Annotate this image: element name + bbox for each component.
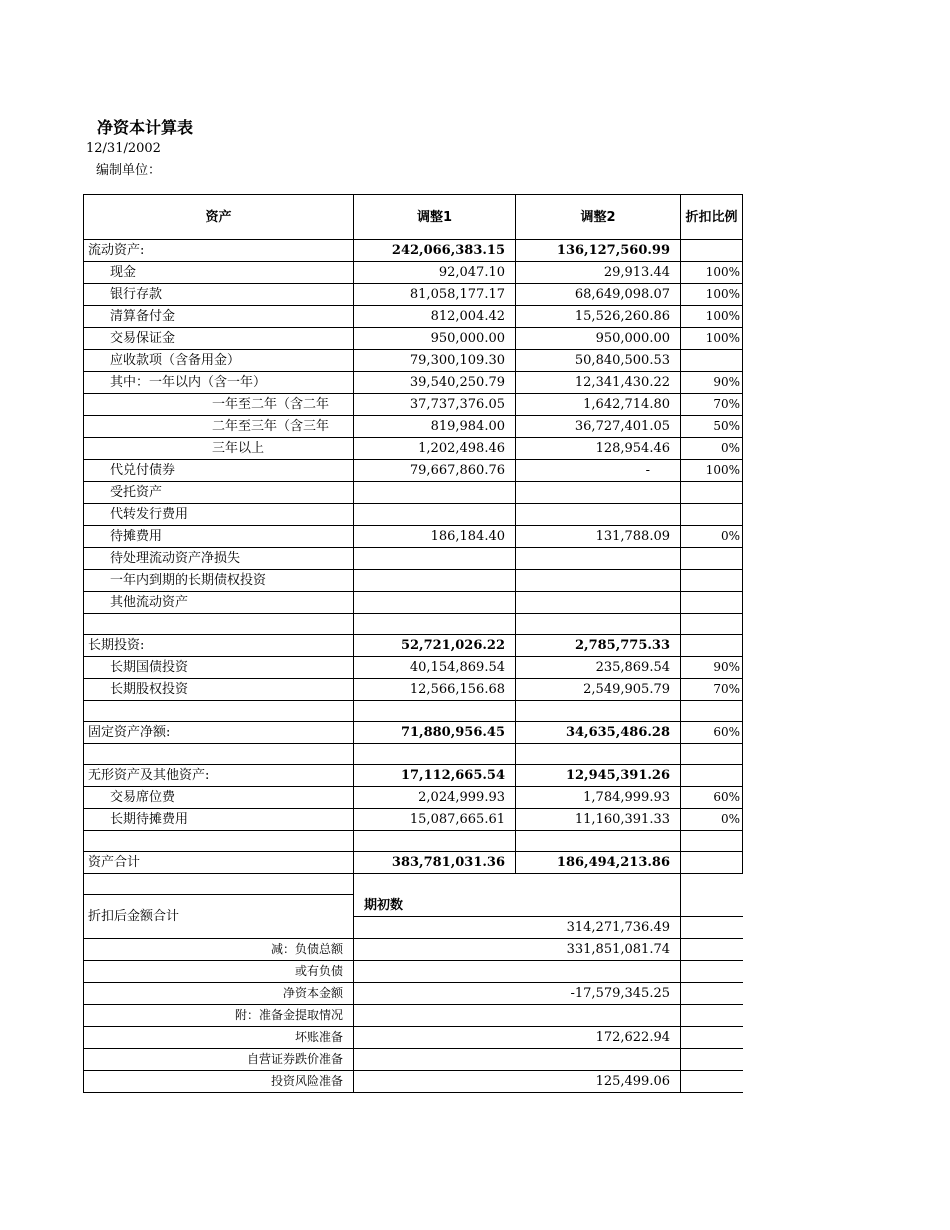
row-adj2: 186,494,213.86: [516, 852, 681, 874]
table-row: [84, 482, 743, 504]
summary-label: 减：负债总额: [84, 938, 354, 960]
row-adj2: 36,727,401.05: [516, 416, 681, 438]
table-row: [84, 284, 743, 306]
row-adj2: 1,784,999.93: [516, 787, 681, 809]
table-header: [84, 195, 743, 240]
row-label: 固定资产净额:: [84, 722, 354, 744]
row-ratio: [681, 350, 743, 372]
table-row: [84, 328, 743, 350]
row-adj1: 812,004.42: [354, 306, 516, 328]
row-label: 三年以上: [84, 438, 354, 460]
row-adj2: 235,869.54: [516, 657, 681, 679]
row-ratio: [681, 635, 743, 657]
summary-header-row: [84, 895, 743, 917]
summary-row: [84, 938, 743, 960]
summary-label: 自营证券跌价准备: [84, 1048, 354, 1070]
row-ratio: 100%: [681, 284, 743, 306]
row-ratio: 0%: [681, 526, 743, 548]
row-adj2: 34,635,486.28: [516, 722, 681, 744]
row-adj2: [516, 548, 681, 570]
row-adj2: [516, 482, 681, 504]
row-label: 现金: [84, 262, 354, 284]
row-adj1: 186,184.40: [354, 526, 516, 548]
blank-row: [84, 874, 743, 895]
row-ratio: 100%: [681, 262, 743, 284]
table-row: [84, 809, 743, 831]
summary-label: 附：准备金提取情况: [84, 1004, 354, 1026]
row-adj2: 128,954.46: [516, 438, 681, 460]
summary-label: 坏账准备: [84, 1026, 354, 1048]
report-date: 12/31/2002: [86, 141, 161, 156]
summary-row: [84, 1070, 743, 1092]
row-adj1: 383,781,031.36: [354, 852, 516, 874]
row-label: 代兑付债券: [84, 460, 354, 482]
summary-row: [84, 982, 743, 1004]
row-adj1: 819,984.00: [354, 416, 516, 438]
col-header-asset: 资产: [84, 195, 354, 240]
row-adj1: [354, 592, 516, 614]
row-adj1: 52,721,026.22: [354, 635, 516, 657]
row-ratio: 60%: [681, 787, 743, 809]
row-adj2: 12,341,430.22: [516, 372, 681, 394]
summary-value: [354, 1004, 681, 1026]
row-ratio: [681, 240, 743, 262]
summary-label: 净资本金额: [84, 982, 354, 1004]
summary-row: [84, 1026, 743, 1048]
summary-label: 或有负债: [84, 960, 354, 982]
row-adj2: 68,649,098.07: [516, 284, 681, 306]
row-label: 一年至二年（含二年: [84, 394, 354, 416]
table-row: [84, 657, 743, 679]
table-row: [84, 438, 743, 460]
discounted-total-value: 314,271,736.49: [354, 916, 681, 938]
summary-value: [354, 960, 681, 982]
unit-label: 编制单位：: [96, 163, 162, 178]
row-label: 无形资产及其他资产:: [84, 765, 354, 787]
table-row: [84, 394, 743, 416]
row-label: 长期投资:: [84, 635, 354, 657]
row-ratio: 90%: [681, 657, 743, 679]
row-adj2: 12,945,391.26: [516, 765, 681, 787]
row-label: 一年内到期的长期债权投资: [84, 570, 354, 592]
row-adj1: 242,066,383.15: [354, 240, 516, 262]
row-adj1: 1,202,498.46: [354, 438, 516, 460]
row-ratio: [681, 592, 743, 614]
row-ratio: 90%: [681, 372, 743, 394]
table-row: [84, 372, 743, 394]
table-row: [84, 679, 743, 701]
table-row: [84, 460, 743, 482]
row-label: 长期待摊费用: [84, 809, 354, 831]
summary-label: 投资风险准备: [84, 1070, 354, 1092]
table-row-total: [84, 852, 743, 874]
row-adj2: 136,127,560.99: [516, 240, 681, 262]
row-label: 其中：一年以内（含一年）: [84, 372, 354, 394]
table-row: [84, 635, 743, 657]
row-label: 交易席位费: [84, 787, 354, 809]
summary-value: [354, 1048, 681, 1070]
row-adj1: 2,024,999.93: [354, 787, 516, 809]
row-label: 清算备付金: [84, 306, 354, 328]
summary-value: 331,851,081.74: [354, 938, 681, 960]
row-adj1: 15,087,665.61: [354, 809, 516, 831]
row-adj1: 92,047.10: [354, 262, 516, 284]
row-adj2: 29,913.44: [516, 262, 681, 284]
row-ratio: 100%: [681, 328, 743, 350]
net-capital-table: [83, 194, 743, 1093]
row-ratio: [681, 482, 743, 504]
row-adj2: [516, 570, 681, 592]
table-row: [84, 765, 743, 787]
row-label: 应收款项（含备用金）: [84, 350, 354, 372]
row-adj1: 37,737,376.05: [354, 394, 516, 416]
row-ratio: [681, 504, 743, 526]
blank-row: [84, 701, 743, 722]
table-row: [84, 262, 743, 284]
col-header-adj1: 调整1: [354, 195, 516, 240]
row-label: 受托资产: [84, 482, 354, 504]
row-adj1: 81,058,177.17: [354, 284, 516, 306]
row-ratio: 60%: [681, 722, 743, 744]
summary-row: [84, 1048, 743, 1070]
table-row: [84, 240, 743, 262]
row-adj1: 79,667,860.76: [354, 460, 516, 482]
summary-value: -17,579,345.25: [354, 982, 681, 1004]
table-row: [84, 416, 743, 438]
row-adj2: 50,840,500.53: [516, 350, 681, 372]
row-adj1: 17,112,665.54: [354, 765, 516, 787]
row-adj1: 39,540,250.79: [354, 372, 516, 394]
table-row: [84, 504, 743, 526]
row-label: 代转发行费用: [84, 504, 354, 526]
blank-row: [84, 831, 743, 852]
row-adj2: 950,000.00: [516, 328, 681, 350]
table-row: [84, 787, 743, 809]
row-ratio: 70%: [681, 394, 743, 416]
row-label: 待摊费用: [84, 526, 354, 548]
table-row: [84, 526, 743, 548]
row-ratio: 0%: [681, 809, 743, 831]
row-adj2: [516, 592, 681, 614]
row-ratio: [681, 852, 743, 874]
row-adj1: 79,300,109.30: [354, 350, 516, 372]
row-label: 长期国债投资: [84, 657, 354, 679]
row-ratio: 100%: [681, 460, 743, 482]
row-ratio: 0%: [681, 438, 743, 460]
row-adj2: 2,785,775.33: [516, 635, 681, 657]
table-row: [84, 548, 743, 570]
row-ratio: [681, 570, 743, 592]
summary-row: [84, 960, 743, 982]
row-adj2: -: [516, 460, 681, 482]
col-header-ratio: 折扣比例: [681, 195, 743, 240]
table-row: [84, 722, 743, 744]
table-row: [84, 570, 743, 592]
row-adj2: 15,526,260.86: [516, 306, 681, 328]
row-adj1: 12,566,156.68: [354, 679, 516, 701]
page-title: 净资本计算表: [97, 118, 194, 137]
col-header-adj2: 调整2: [516, 195, 681, 240]
row-adj1: 40,154,869.54: [354, 657, 516, 679]
row-adj1: 950,000.00: [354, 328, 516, 350]
table-row: [84, 350, 743, 372]
row-label: 其他流动资产: [84, 592, 354, 614]
row-ratio: [681, 548, 743, 570]
blank-row: [84, 744, 743, 765]
summary-value: 125,499.06: [354, 1070, 681, 1092]
row-label: 二年至三年（含三年: [84, 416, 354, 438]
row-label: 交易保证金: [84, 328, 354, 350]
row-label: 待处理流动资产净损失: [84, 548, 354, 570]
table-row: [84, 306, 743, 328]
row-ratio: 70%: [681, 679, 743, 701]
row-adj2: 1,642,714.80: [516, 394, 681, 416]
summary-row: [84, 1004, 743, 1026]
summary-value: 172,622.94: [354, 1026, 681, 1048]
row-adj2: 11,160,391.33: [516, 809, 681, 831]
row-ratio: 50%: [681, 416, 743, 438]
row-adj1: 71,880,956.45: [354, 722, 516, 744]
row-adj2: 131,788.09: [516, 526, 681, 548]
row-adj2: 2,549,905.79: [516, 679, 681, 701]
row-ratio: 100%: [681, 306, 743, 328]
blank-row: [84, 614, 743, 635]
row-label: 资产合计: [84, 852, 354, 874]
row-label: 长期股权投资: [84, 679, 354, 701]
row-adj1: [354, 482, 516, 504]
row-ratio: [681, 765, 743, 787]
row-label: 流动资产:: [84, 240, 354, 262]
row-adj2: [516, 504, 681, 526]
row-adj1: [354, 548, 516, 570]
table-row: [84, 592, 743, 614]
discounted-total-label: 折扣后金额合计: [84, 895, 354, 939]
row-label: 银行存款: [84, 284, 354, 306]
row-adj1: [354, 504, 516, 526]
row-adj1: [354, 570, 516, 592]
period-label: 期初数: [354, 895, 681, 917]
